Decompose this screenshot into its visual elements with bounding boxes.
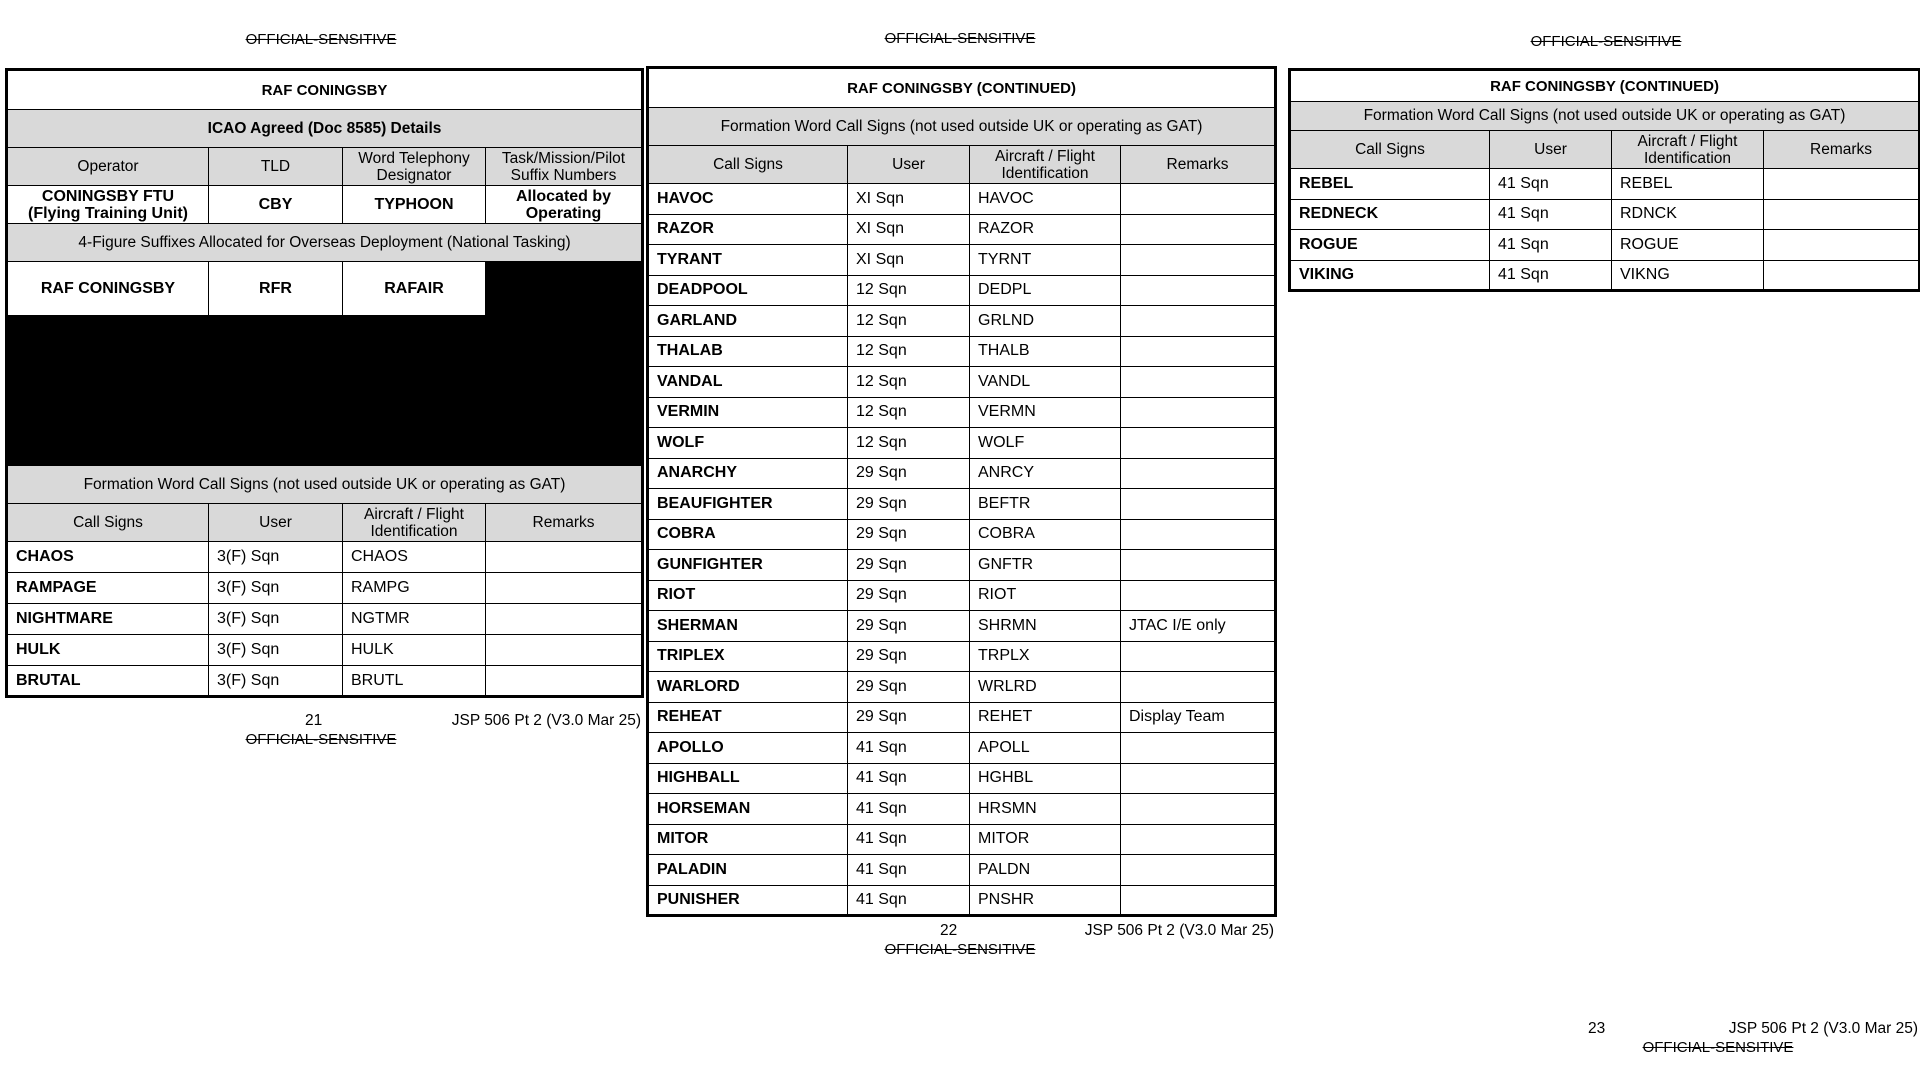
user-cell: 29 Sqn [848, 611, 970, 642]
remarks-cell [1121, 885, 1276, 916]
col-header-suffix: Task/Mission/Pilot Suffix Numbers [486, 148, 643, 186]
remarks-cell [1121, 428, 1276, 459]
remarks-cell [1121, 214, 1276, 245]
classification-header: OFFICIAL-SENSITIVE [245, 31, 397, 48]
col-header-callsigns: Call Signs [648, 146, 848, 184]
user-cell: 12 Sqn [848, 336, 970, 367]
user-cell: 41 Sqn [848, 855, 970, 886]
user-cell: XI Sqn [848, 184, 970, 215]
col-header-callsigns: Call Signs [1290, 131, 1490, 169]
callsign-cell: APOLLO [648, 733, 848, 764]
remarks-cell [1121, 733, 1276, 764]
table-title: RAF CONINGSBY [7, 70, 643, 110]
table-row [1290, 199, 1920, 230]
table-row [648, 428, 1276, 459]
aircraft-id-cell: HGHBL [970, 763, 1121, 794]
remarks-cell [1764, 230, 1920, 261]
user-cell: 41 Sqn [1490, 169, 1612, 200]
remarks-cell [1121, 794, 1276, 825]
table-row [648, 245, 1276, 276]
col-header-tld: TLD [209, 148, 343, 186]
col-header-user: User [1490, 131, 1612, 169]
table-row [7, 635, 643, 666]
remarks-cell [1121, 336, 1276, 367]
callsign-cell: REHEAT [648, 702, 848, 733]
callsign-cell: VANDAL [648, 367, 848, 398]
remarks-cell [1121, 641, 1276, 672]
remarks-cell [1121, 306, 1276, 337]
col-header-callsigns: Call Signs [7, 504, 209, 542]
table-row [648, 367, 1276, 398]
user-cell: 3(F) Sqn [209, 635, 343, 666]
table-row [648, 672, 1276, 703]
user-cell: 41 Sqn [848, 794, 970, 825]
table-title: RAF CONINGSBY (CONTINUED) [1290, 70, 1920, 102]
callsign-cell: TYRANT [648, 245, 848, 276]
remarks-cell [1121, 275, 1276, 306]
table-row [648, 306, 1276, 337]
callsign-cell: PUNISHER [648, 885, 848, 916]
user-cell: 41 Sqn [1490, 230, 1612, 261]
remarks-cell [1121, 489, 1276, 520]
icao-heading: ICAO Agreed (Doc 8585) Details [7, 110, 643, 148]
remarks-cell [1121, 184, 1276, 215]
icao-operator: CONINGSBY FTU (Flying Training Unit) [7, 186, 209, 224]
overseas-operator: RAF CONINGSBY [7, 262, 209, 316]
table-row [648, 550, 1276, 581]
document-reference: JSP 506 Pt 2 (V3.0 Mar 25) [1728, 1020, 1918, 1037]
icao-table [5, 68, 644, 698]
formation-heading: Formation Word Call Signs (not used outside UK or operating as GAT) [648, 108, 1276, 146]
aircraft-id-cell: WOLF [970, 428, 1121, 459]
user-cell: 29 Sqn [848, 458, 970, 489]
aircraft-id-cell: BRUTL [343, 666, 486, 697]
col-header-remarks: Remarks [486, 504, 643, 542]
table-row [648, 855, 1276, 886]
table-row [1290, 230, 1920, 261]
aircraft-id-cell: APOLL [970, 733, 1121, 764]
table-row [7, 573, 643, 604]
icao-tld: CBY [209, 186, 343, 224]
col-header-designator: Word Telephony Designator [343, 148, 486, 186]
aircraft-id-cell: PNSHR [970, 885, 1121, 916]
remarks-cell [1121, 672, 1276, 703]
user-cell: 3(F) Sqn [209, 604, 343, 635]
callsign-cell: HORSEMAN [648, 794, 848, 825]
aircraft-id-cell: HAVOC [970, 184, 1121, 215]
aircraft-id-cell: DEDPL [970, 275, 1121, 306]
table-row [7, 604, 643, 635]
document-reference: JSP 506 Pt 2 (V3.0 Mar 25) [451, 712, 641, 729]
page-22 [646, 0, 1274, 1080]
user-cell: 41 Sqn [848, 763, 970, 794]
col-header-user: User [848, 146, 970, 184]
document-reference: JSP 506 Pt 2 (V3.0 Mar 25) [1084, 922, 1274, 939]
col-header-remarks: Remarks [1121, 146, 1276, 184]
page-number: 21 [305, 712, 323, 729]
col-header-operator: Operator [7, 148, 209, 186]
aircraft-id-cell: TYRNT [970, 245, 1121, 276]
remarks-cell [1121, 397, 1276, 428]
table-row [648, 611, 1276, 642]
callsign-cell: COBRA [648, 519, 848, 550]
user-cell: 12 Sqn [848, 275, 970, 306]
table-row [648, 702, 1276, 733]
aircraft-id-cell: CHAOS [343, 542, 486, 573]
callsign-cell: BEAUFIGHTER [648, 489, 848, 520]
remarks-cell [1121, 245, 1276, 276]
aircraft-id-cell: SHRMN [970, 611, 1121, 642]
col-header-remarks: Remarks [1764, 131, 1920, 169]
remarks-cell: Display Team [1121, 702, 1276, 733]
callsign-cell: VIKING [1290, 260, 1490, 291]
remarks-cell [486, 666, 643, 697]
table-row [648, 763, 1276, 794]
callsign-cell: VERMIN [648, 397, 848, 428]
page-number: 23 [1588, 1020, 1606, 1037]
callsign-cell: PALADIN [648, 855, 848, 886]
aircraft-id-cell: GNFTR [970, 550, 1121, 581]
remarks-cell [1121, 855, 1276, 886]
table-row [648, 214, 1276, 245]
classification-footer: OFFICIAL-SENSITIVE [884, 941, 1036, 958]
user-cell: 12 Sqn [848, 367, 970, 398]
aircraft-id-cell: TRPLX [970, 641, 1121, 672]
callsign-cell: HAVOC [648, 184, 848, 215]
user-cell: XI Sqn [848, 214, 970, 245]
callsign-cell: WOLF [648, 428, 848, 459]
classification-header: OFFICIAL-SENSITIVE [1530, 33, 1682, 50]
aircraft-id-cell: BEFTR [970, 489, 1121, 520]
user-cell: 41 Sqn [848, 885, 970, 916]
table-row [1290, 260, 1920, 291]
user-cell: 41 Sqn [1490, 199, 1612, 230]
user-cell: 12 Sqn [848, 397, 970, 428]
formation-heading: Formation Word Call Signs (not used outside UK or operating as GAT) [1290, 102, 1920, 131]
callsign-cell: REDNECK [1290, 199, 1490, 230]
user-cell: 3(F) Sqn [209, 666, 343, 697]
table-title: RAF CONINGSBY (CONTINUED) [648, 68, 1276, 108]
user-cell: 12 Sqn [848, 428, 970, 459]
aircraft-id-cell: ANRCY [970, 458, 1121, 489]
table-row [648, 275, 1276, 306]
callsign-cell: MITOR [648, 824, 848, 855]
user-cell: 29 Sqn [848, 641, 970, 672]
table-row [7, 666, 643, 697]
callsign-cell: GUNFIGHTER [648, 550, 848, 581]
aircraft-id-cell: RDNCK [1612, 199, 1764, 230]
col-header-user: User [209, 504, 343, 542]
table-row [648, 733, 1276, 764]
table-row [648, 336, 1276, 367]
table-row [648, 885, 1276, 916]
callsign-cell: RAMPAGE [7, 573, 209, 604]
user-cell: 12 Sqn [848, 306, 970, 337]
aircraft-id-cell: ROGUE [1612, 230, 1764, 261]
aircraft-id-cell: GRLND [970, 306, 1121, 337]
user-cell: 3(F) Sqn [209, 542, 343, 573]
redacted-block [7, 316, 643, 466]
aircraft-id-cell: NGTMR [343, 604, 486, 635]
callsign-cell: GARLAND [648, 306, 848, 337]
remarks-cell [486, 573, 643, 604]
user-cell: 41 Sqn [848, 824, 970, 855]
user-cell: XI Sqn [848, 245, 970, 276]
callsign-cell: DEADPOOL [648, 275, 848, 306]
aircraft-id-cell: WRLRD [970, 672, 1121, 703]
aircraft-id-cell: PALDN [970, 855, 1121, 886]
remarks-cell [1764, 169, 1920, 200]
aircraft-id-cell: RAMPG [343, 573, 486, 604]
user-cell: 29 Sqn [848, 519, 970, 550]
redacted-cell [486, 262, 643, 316]
remarks-cell [1121, 367, 1276, 398]
callsign-cell: ROGUE [1290, 230, 1490, 261]
icao-designator: TYPHOON [343, 186, 486, 224]
callsign-cell: NIGHTMARE [7, 604, 209, 635]
col-header-aircraft-id: Aircraft / Flight Identification [343, 504, 486, 542]
remarks-cell [486, 542, 643, 573]
formation-heading: Formation Word Call Signs (not used outside UK or operating as GAT) [7, 466, 643, 504]
user-cell: 29 Sqn [848, 550, 970, 581]
remarks-cell [1121, 458, 1276, 489]
table-row [1290, 169, 1920, 200]
remarks-cell [1121, 763, 1276, 794]
aircraft-id-cell: REHET [970, 702, 1121, 733]
aircraft-id-cell: VERMN [970, 397, 1121, 428]
overseas-designator: RAFAIR [343, 262, 486, 316]
callsign-cell: THALAB [648, 336, 848, 367]
callsign-cell: WARLORD [648, 672, 848, 703]
callsign-cell: RIOT [648, 580, 848, 611]
overseas-heading: 4-Figure Suffixes Allocated for Overseas Deployment (National Tasking) [7, 224, 643, 262]
callsign-cell: BRUTAL [7, 666, 209, 697]
icao-suffix: Allocated by Operating [486, 186, 643, 224]
remarks-cell [1121, 824, 1276, 855]
aircraft-id-cell: RAZOR [970, 214, 1121, 245]
callsign-cell: HULK [7, 635, 209, 666]
callsign-cell: RAZOR [648, 214, 848, 245]
remarks-cell [1121, 519, 1276, 550]
col-header-aircraft-id: Aircraft / Flight Identification [1612, 131, 1764, 169]
aircraft-id-cell: HULK [343, 635, 486, 666]
page-23 [1288, 0, 1918, 1080]
table-row [648, 458, 1276, 489]
remarks-cell [1764, 260, 1920, 291]
user-cell: 29 Sqn [848, 489, 970, 520]
aircraft-id-cell: REBEL [1612, 169, 1764, 200]
remarks-cell [1764, 199, 1920, 230]
remarks-cell [1121, 550, 1276, 581]
table-row [648, 489, 1276, 520]
aircraft-id-cell: VIKNG [1612, 260, 1764, 291]
user-cell: 41 Sqn [848, 733, 970, 764]
aircraft-id-cell: THALB [970, 336, 1121, 367]
page-21 [5, 0, 641, 1080]
callsign-cell: CHAOS [7, 542, 209, 573]
user-cell: 41 Sqn [1490, 260, 1612, 291]
aircraft-id-cell: COBRA [970, 519, 1121, 550]
table-row [648, 641, 1276, 672]
user-cell: 29 Sqn [848, 672, 970, 703]
aircraft-id-cell: RIOT [970, 580, 1121, 611]
table-row [648, 397, 1276, 428]
classification-footer: OFFICIAL-SENSITIVE [1642, 1039, 1794, 1056]
page-number: 22 [940, 922, 958, 939]
remarks-cell [1121, 580, 1276, 611]
user-cell: 3(F) Sqn [209, 573, 343, 604]
aircraft-id-cell: MITOR [970, 824, 1121, 855]
remarks-cell: JTAC I/E only [1121, 611, 1276, 642]
overseas-tld: RFR [209, 262, 343, 316]
callsign-table [646, 66, 1277, 917]
callsign-cell: HIGHBALL [648, 763, 848, 794]
table-row [648, 794, 1276, 825]
user-cell: 29 Sqn [848, 580, 970, 611]
aircraft-id-cell: HRSMN [970, 794, 1121, 825]
callsign-cell: ANARCHY [648, 458, 848, 489]
table-row [648, 580, 1276, 611]
callsign-cell: SHERMAN [648, 611, 848, 642]
classification-header: OFFICIAL-SENSITIVE [884, 30, 1036, 47]
callsign-table [1288, 68, 1920, 292]
table-row [648, 184, 1276, 215]
remarks-cell [486, 604, 643, 635]
user-cell: 29 Sqn [848, 702, 970, 733]
classification-footer: OFFICIAL-SENSITIVE [245, 731, 397, 748]
callsign-cell: TRIPLEX [648, 641, 848, 672]
table-row [7, 542, 643, 573]
table-row [648, 824, 1276, 855]
remarks-cell [486, 635, 643, 666]
table-row [648, 519, 1276, 550]
callsign-cell: REBEL [1290, 169, 1490, 200]
col-header-aircraft-id: Aircraft / Flight Identification [970, 146, 1121, 184]
aircraft-id-cell: VANDL [970, 367, 1121, 398]
